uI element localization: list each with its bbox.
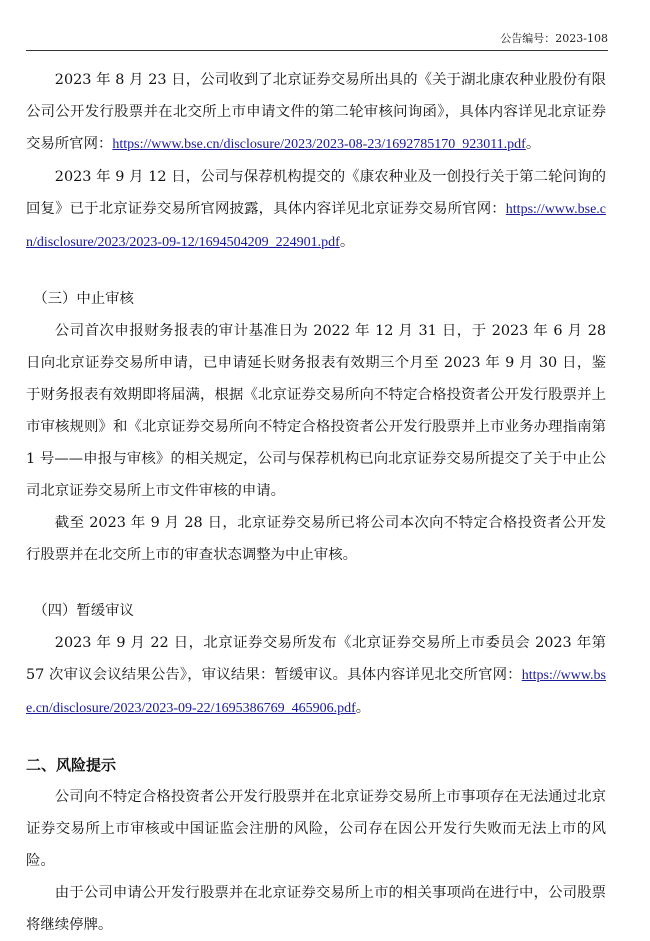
- section-title: （四）暂缓审议: [33, 603, 134, 619]
- paragraph-text: 2023 年 9 月 22 日，北京证券交易所发布《北京证券交易所上市委员会 2023 年第 57 次审议会议结果公告》，审议结果：暂缓审议。具体内容详见北交所官网：: [26, 635, 606, 683]
- risk-heading: 二、风险提示: [26, 756, 117, 774]
- disclosure-link-0922[interactable]: https://www.bse.cn/disclosure/2023/2023-09-22/1695386769_465906.pdf: [26, 668, 606, 716]
- paragraph-end: 。: [525, 136, 541, 152]
- section-suspend-review: [26, 283, 606, 571]
- paragraph-end: 。: [339, 234, 355, 250]
- section-deferred-review: [26, 595, 606, 725]
- paragraph-second-inquiry: [26, 64, 606, 161]
- header-divider: [26, 50, 608, 51]
- paragraph-text: 2023 年 9 月 12 日，公司与保荐机构提交的《康农种业及一创投行关于第二轮问询的回复》已于北京证券交易所官网披露，具体内容详见北京证券交易所官网：: [26, 169, 606, 217]
- section-title: （三）中止审核: [33, 291, 134, 307]
- document-number: 公告编号：2023-108: [500, 32, 608, 45]
- disclosure-link-0912[interactable]: https://www.bse.cn/disclosure/2023/2023-09-12/1694504209_224901.pdf: [26, 202, 606, 250]
- paragraph-text: 2023 年 8 月 23 日，公司收到了北京证券交易所出具的《关于湖北康农种业股份有限公司公开发行股票并在北交所上市申请文件的第二轮审核问询函》，具体内容详见北京证券交易所官网：: [26, 72, 606, 152]
- page-header: [0, 0, 650, 44]
- paragraph-risk-listing: 公司向不特定合格投资者公开发行股票并在北京证券交易所上市事项存在无法通过北京证券交易所上市审核或中国证监会注册的风险，公司存在因公开发行失败而无法上市的风险。: [26, 789, 606, 869]
- paragraph-deferred: [26, 627, 606, 725]
- paragraph-end: 。: [355, 700, 371, 716]
- paragraph-risk-suspension: 由于公司申请公开发行股票并在北京证券交易所上市的相关事项尚在进行中，公司股票将继续停牌。: [26, 885, 606, 933]
- paragraph-suspend-status: 截至 2023 年 9 月 28 日，北京证券交易所已将公司本次向不特定合格投资者公开发行股票并在北交所上市的审查状态调整为中止审核。: [26, 515, 606, 563]
- paragraph-inquiry-reply: [26, 161, 606, 259]
- disclosure-link-0823[interactable]: https://www.bse.cn/disclosure/2023/2023-08-23/1692785170_923011.pdf: [112, 137, 526, 152]
- paragraph-suspend-basis: 公司首次申报财务报表的审计基准日为 2022 年 12 月 31 日，于 2023 年 6 月 28 日向北京证券交易所申请，已申请延长财务报表有效期三个月至 2023 年 9 月 30 日，鉴于财务报表有效期即将届满，根据《北京证券交易所向不特定合格投资者公开发行股票并上市审核规则》和《北京证券交易所向不特定合格投资者公开发行股票并上市业务办理指南第 1 号——申报与审核》的相关规定，公司与保荐机构已向北京证券交易所提交了关于中止公司北京证券交易所上市文件审核的申请。: [26, 323, 607, 499]
- document-body: [26, 64, 606, 941]
